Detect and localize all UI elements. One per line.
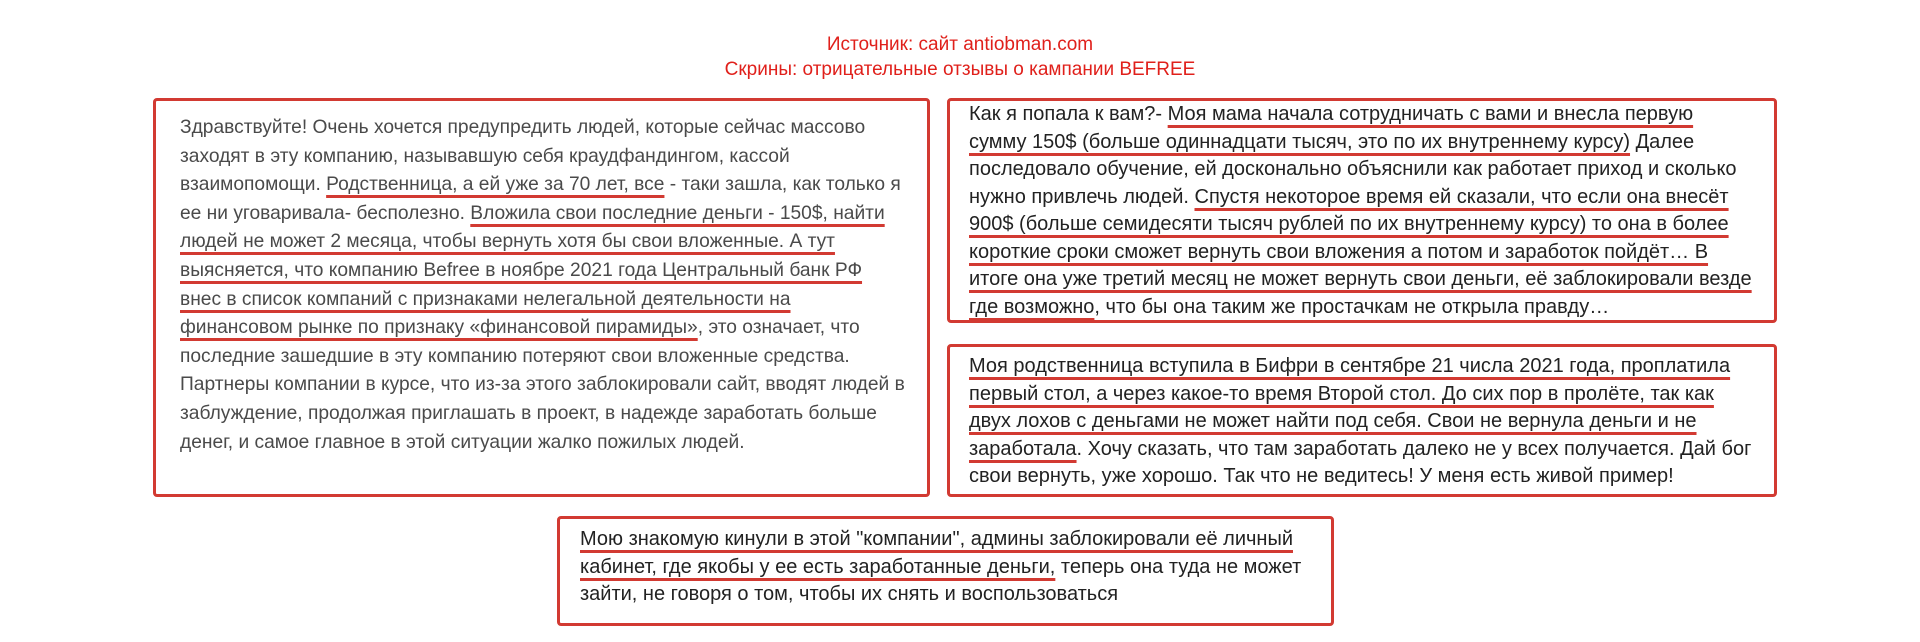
source-line: Источник: сайт antiobman.com: [826, 34, 1094, 55]
review-text: Здравствуйте! Очень хочется предупредить людей, которые сейчас массово заходят в эту компанию, называвшую себя краудфандингом, кассой взаимопомощи. Родственница, а ей уже за 70 лет, все - таки зашла, как только я ее ни уговаривала- бесполезно. Вложила свои последние деньги - 150$, найти людей не может 2 месяца, чтобы вернуть хотя бы свои вложенные. А тут выясняется, что компанию Befree в ноябре 2021 года Центральный банк РФ внес в список компаний с признаками нелегальной деятельности на финансовом рынке по признаку «финансовой пирамиды», это означает, что последние зашедшие в эту компанию потеряют свои вложенные средства. Партнеры компании в курсе, что из-за этого заблокировали сайт, вводят людей в заблуждение, продолжая приглашать в проект, в надежде заработать больше денег, и самое главное в этой ситуации жалко пожилых людей.: [180, 117, 905, 453]
highlighted-text: Моя мама начала сотрудничать с вами и внесла первую сумму 150$ (больше одиннадцати тысяч, это по их внутреннему курсу): [969, 103, 1694, 153]
review-card-4: [557, 516, 1334, 626]
highlighted-text: Спустя некоторое время ей сказали, что если она внесёт 900$ (больше семидесяти тысяч рублей по их внутреннему курсу) то она в более короткие сроки сможет вернуть свои вложения а потом и заработок пойдёт… В итоге она уже третий месяц не может вернуть свои деньги, её заблокировали везде где возможно: [969, 185, 1752, 318]
review-text: Как я попала к вам?- Моя мама начала сотрудничать с вами и внесла первую сумму 150$ (больше одиннадцати тысяч, это по их внутреннему курсу) Далее последовало обучение, ей досконально объяснили как работает приход и сколько нужно привлечь людей. Спустя некоторое время ей сказали, что если она внесёт 900$ (больше семидесяти тысяч рублей по их внутреннему курсу) то она в более короткие сроки сможет вернуть свои вложения а потом и заработок пойдёт… В итоге она уже третий месяц не может вернуть свои деньги, её заблокировали везде где возможно, что бы она таким же простачкам не открыла правду…: [969, 103, 1752, 318]
highlighted-text: Родственница, а ей уже за 70 лет, все: [326, 174, 665, 196]
highlighted-text: Вложила свои последние деньги - 150$, найти людей не может 2 месяца, чтобы вернуть хотя бы свои вложенные. А тут выясняется, что компанию Befree в ноябре 2021 года Центральный банк РФ внес в список компаний с признаками нелегальной деятельности на финансовом рынке по признаку «финансовой пирамиды»: [180, 202, 885, 339]
review-text: Мою знакомую кинули в этой "компании", админы заблокировали её личный кабинет, где якобы у ее есть заработанные деньги, теперь она туда не может зайти, не говоря о том, чтобы их снять и воспользоваться: [580, 528, 1302, 605]
review-card-2: [947, 98, 1777, 323]
review-text: Моя родственница вступила в Бифри в сентябре 21 числа 2021 года, проплатила первый стол, а через какое-то время Второй стол. До сих пор в пролёте, так как двух лохов с деньгами не может найти под себя. Свои не вернула деньги и не заработала. Хочу сказать, что там заработать далеко не у всех получается. Дай бог свои вернуть, уже хорошо. Так что не ведитесь! У меня есть живой пример!: [969, 355, 1752, 487]
page-header: [0, 32, 1920, 82]
highlighted-text: Мою знакомую кинули в этой "компании", админы заблокировали её личный кабинет, где якобы у ее есть заработанные деньги,: [580, 528, 1293, 578]
review-card-3: [947, 344, 1777, 497]
highlighted-text: Моя родственница вступила в Бифри в сентябре 21 числа 2021 года, проплатила первый стол, а через какое-то время Второй стол. До сих пор в пролёте, так как двух лохов с деньгами не может найти под себя. Свои не вернула деньги и не заработала: [969, 355, 1731, 460]
subtitle-line: Скрины: отрицательные отзывы о кампании BEFREE: [724, 59, 1196, 80]
review-card-1: [153, 98, 930, 497]
